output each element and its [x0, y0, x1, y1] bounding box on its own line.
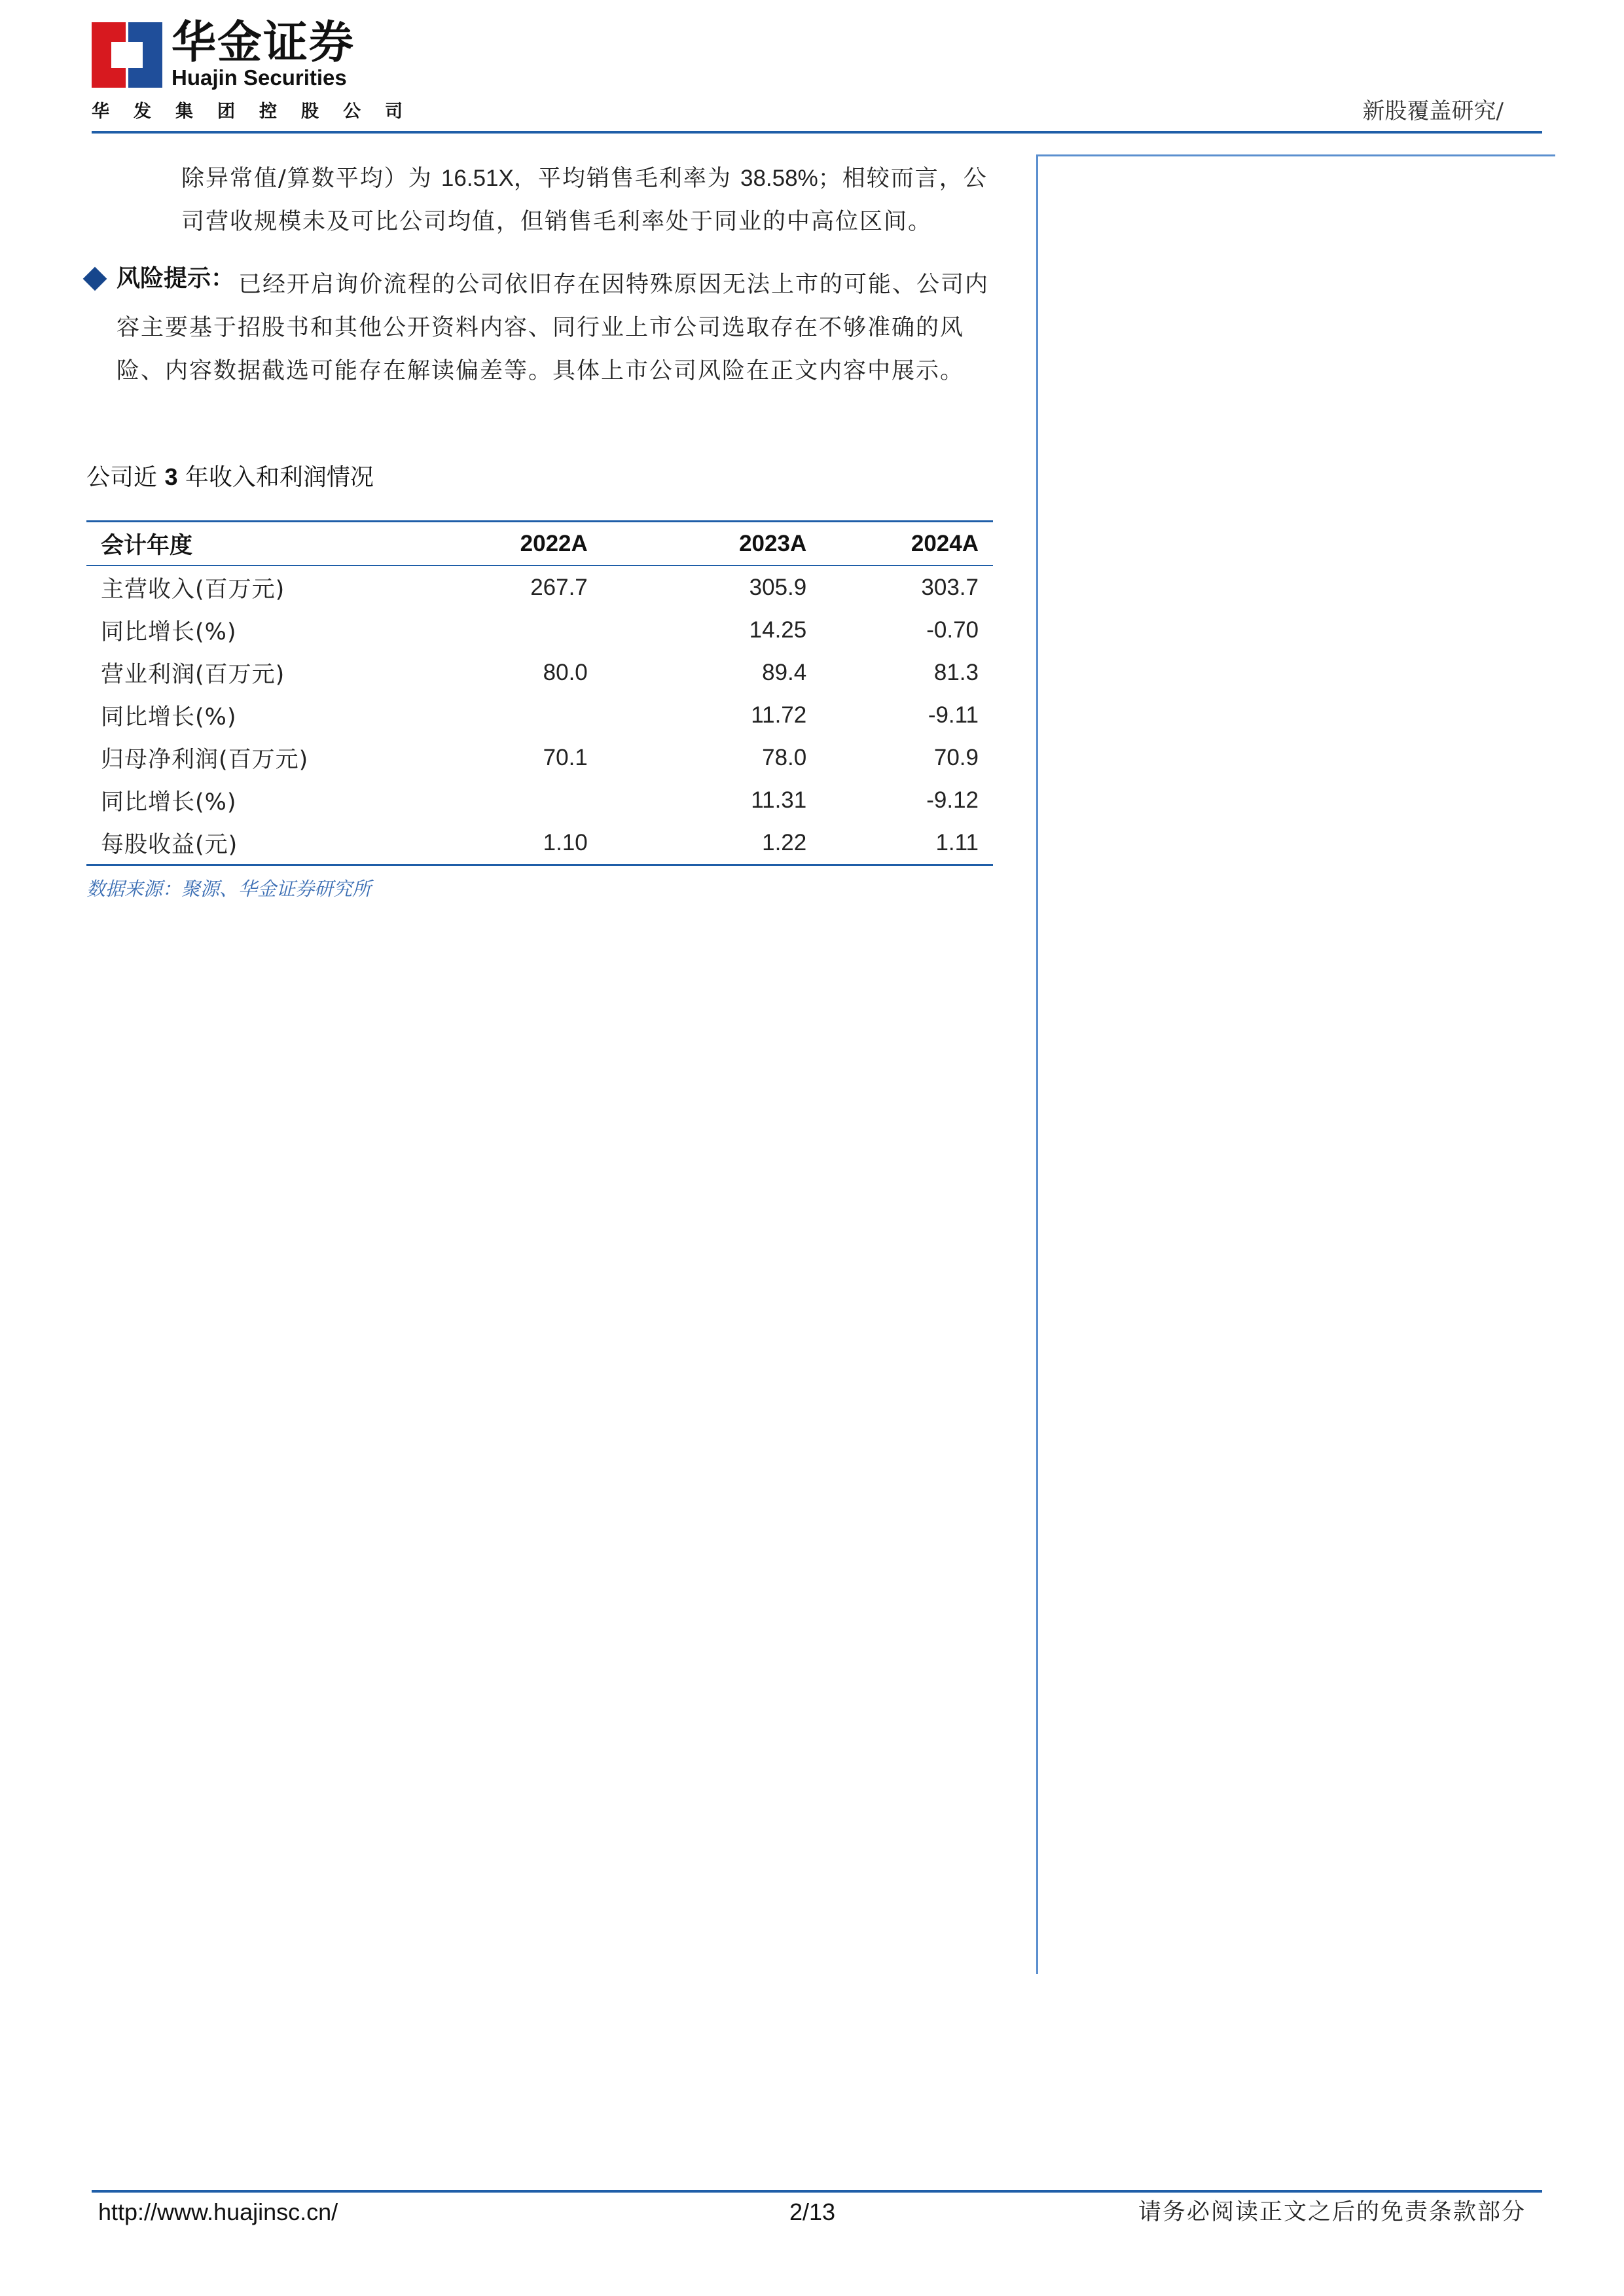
table-cell: 305.9 — [749, 574, 807, 600]
table-row — [86, 694, 993, 736]
table-cell — [366, 694, 588, 736]
logo-group-tagline: 华发集团控股公司 — [92, 101, 427, 122]
table-cell: 11.72 — [751, 702, 807, 728]
huajin-logo-icon — [92, 22, 162, 88]
report-section-title: 新股覆盖研究/ — [1362, 98, 1504, 124]
risk-text-line-3: 险、内容数据截选可能存在解读偏差等。具体上市公司风险在正文内容中展示。 — [117, 358, 965, 384]
table-row — [86, 736, 993, 779]
header-cell: 会计年度 — [101, 532, 193, 559]
row-label: 同比增长(%) — [101, 789, 237, 816]
bullet-diamond-icon — [83, 267, 107, 291]
row-label: 每股收益(元) — [101, 831, 238, 858]
valuation-paragraph-line-2: 司营收规模未及可比公司均值，但销售毛利率处于同业的中高位区间。 — [181, 209, 933, 235]
table-cell — [366, 609, 588, 651]
table-cell: 80.0 — [543, 659, 588, 685]
header-cell: 2024A — [911, 530, 979, 556]
header-divider — [92, 131, 1542, 134]
table-header-row — [86, 522, 993, 566]
row-label: 同比增长(%) — [101, 619, 237, 645]
page-number: 2/13 — [789, 2198, 836, 2225]
table-cell: 303.7 — [921, 574, 979, 600]
table-row — [86, 609, 993, 651]
header-cell: 2023A — [739, 530, 807, 556]
table-cell: 267.7 — [530, 574, 588, 600]
logo-english-name: Huajin Securities — [171, 65, 347, 90]
header-cell: 2022A — [520, 530, 588, 556]
footer-divider — [92, 2190, 1542, 2193]
footer-website-link[interactable]: http://www.huajinsc.cn/ — [98, 2198, 338, 2225]
row-label: 归母净利润(百万元) — [101, 746, 309, 773]
table-row — [86, 651, 993, 694]
financial-summary-table — [86, 520, 993, 866]
table-cell: -9.12 — [926, 787, 979, 813]
risk-text-line-2: 容主要基于招股书和其他公开资料内容、同行业上市公司选取存在不够准确的风 — [117, 315, 965, 341]
valuation-paragraph-line-1: 除异常值/算数平均）为 16.51X，平均销售毛利率为 38.58%；相较而言，公 — [181, 166, 988, 192]
table-source-note: 数据来源：聚源、华金证券研究所 — [86, 878, 372, 900]
table-cell: 1.11 — [935, 829, 979, 855]
table-title: 公司近 3 年收入和利润情况 — [86, 463, 374, 491]
row-label: 营业利润(百万元) — [101, 661, 285, 688]
table-cell: -0.70 — [926, 617, 979, 643]
table-cell — [366, 779, 588, 821]
row-label: 主营收入(百万元) — [101, 576, 285, 603]
table-cell: 14.25 — [749, 617, 807, 643]
table-cell: 1.22 — [762, 829, 807, 855]
table-cell: 78.0 — [762, 744, 807, 770]
sidebar-top-border — [1036, 154, 1555, 156]
sidebar-left-border — [1036, 154, 1038, 1974]
logo-chinese-name: 华金证券 — [171, 17, 355, 69]
table-cell: 81.3 — [933, 659, 979, 685]
risk-label: 风险提示： — [117, 265, 235, 292]
disclaimer-note: 请务必阅读正文之后的免责条款部分 — [1138, 2199, 1526, 2225]
table-cell: 70.1 — [543, 744, 588, 770]
table-cell: 89.4 — [762, 659, 807, 685]
row-label: 同比增长(%) — [101, 704, 237, 730]
table-row — [86, 565, 993, 609]
table-cell: 70.9 — [933, 744, 979, 770]
risk-text-line-1: 已经开启询价流程的公司依旧存在因特殊原因无法上市的可能、公司内 — [238, 272, 990, 298]
table-cell: -9.11 — [928, 702, 979, 728]
table-cell: 11.31 — [751, 787, 807, 813]
table-cell: 1.10 — [543, 829, 588, 855]
table-row — [86, 779, 993, 821]
table-row — [86, 821, 993, 865]
